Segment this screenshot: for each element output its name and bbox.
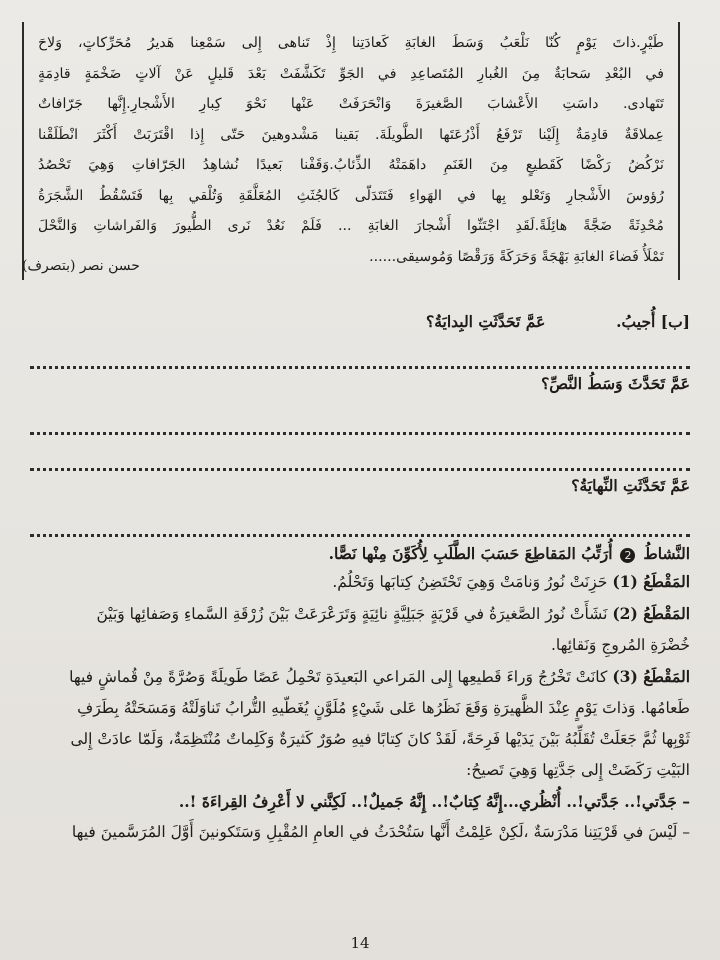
segment-1 — [20, 566, 690, 598]
passage-line: مُحْدِثَةً ضَجَّةً هائِلَةً.لَقَدِ اجْتَثّوا أَشْجارَ الغابَةِ ... فَلَمْ نَعُدْ نَرى الطُّيورَ وَالفَراشاتِ وَالنَّحْلَ — [38, 218, 664, 234]
answer-line-4[interactable] — [30, 534, 690, 537]
segment-text: حَزِنَتْ نُورُ وَنامَتْ وَهِيَ تَحْتَضِنُ كِتابَها وَتَحْلُمُ. — [332, 573, 608, 591]
answer-line-2[interactable] — [30, 432, 690, 435]
passage-line: في البُعْدِ سَحابَةٌ مِنَ الغُبارِ المُتَصاعِدِ في الجَوِّ تَكَشَّفَتْ بَعْدَ قَليلٍ عَنْ آلاتٍ ضَخْمَةٍ قادِمَةٍ — [38, 65, 664, 82]
segment-3-line-2: طَعامُها. وَذاتَ يَوْمٍ عِنْدَ الظَّهيرَةِ وَقَعَ نَظَرُها عَلى شَيْءٍ مُلَوَّنٍ يُغَطّيهِ التُّرابُ تَناوَلَتْهُ وَمَسَحَتْهُ بِطَرَفِ — [77, 699, 690, 717]
question-1-row — [426, 312, 690, 331]
answer-line-1[interactable] — [30, 366, 690, 369]
page-number: 14 — [350, 934, 370, 952]
segment-text: كانَتْ تَخْرُجُ وَراءَ قَطيعِها إِلى المَراعي البَعيدَةِ تَحْمِلُ عَصًا طَويلَةً وَصُرَّةً مِنْ قُماشٍ فيها — [69, 668, 608, 686]
section-label: [ب] أُجيبُ. — [616, 312, 690, 331]
segment-label: المَقْطَعُ (1) — [612, 572, 690, 591]
segment-3-line-3: ثَوْبِها ثُمَّ جَعَلَتْ تُقَلِّبُهُ بَيْنَ يَدَيْها فَرِحَةً، لَقَدْ كانَ كِتابًا فيهِ صُوَرٌ كَثيرَةٌ وَكَلِماتٌ مُنْتَظِمَةٌ، وَلَمّا عادَتْ إِلى — [70, 730, 690, 748]
passage-line: طَيْرٍ.ذاتَ يَوْمٍ كُنّا نَلْعَبُ وَسَطَ الغابَةِ كَعادَتِنا إِذْ تَناهى إِلى سَمْعِنا هَديرُ مُحَرِّكاتٍ، وَلاحَ — [38, 35, 664, 51]
passage-author: حسن نصر (بتصرف) — [22, 258, 140, 274]
passage-line: تَمْلَأُ فَضاءَ الغابَةِ بَهْجَةً وَحَرَكَةً وَرَقْصًا وَمُوسيقى...... — [369, 248, 664, 265]
segment-2 — [20, 598, 690, 630]
segment-label: المَقْطَعُ (2) — [612, 604, 690, 623]
segment-3 — [20, 661, 690, 693]
activity-label: النَّشاطُ — [643, 544, 690, 563]
segment-3-line-4: البَيْتِ رَكَضَتْ إِلى جَدَّتِها وَهِيَ تَصيحُ: — [466, 761, 690, 779]
passage-line: عِملاقَةٌ قادِمَةٌ إِلَيْنا تَرْفَعُ أَذْرُعَتَها الطَّويلَةَ. بَقينا مَشْدوهينَ حَتّى إِذا اقْتَرَبَتْ أَكْثَرَ انْطَلَقْنا — [38, 126, 664, 143]
question-1: عَمَّ تَحَدَّثَتِ البِدايَةُ؟ — [425, 312, 546, 331]
activity-text: أُرَتِّبُ المَقاطِعَ حَسَبَ الطَّلَبِ لِأُكَوِّنَ مِنْها نَصًّا. — [328, 544, 613, 563]
segment-2-line-2: خُضْرَةِ المُروجِ وَنَقائِها. — [550, 636, 690, 654]
activity-instruction — [30, 544, 690, 563]
segment-text: نَشَأَتْ نُورُ الصَّغيرَةُ في قَرْيَةٍ جَبَلِيَّةٍ نائِيَةٍ وَتَرَعْرَعَتْ بَيْنَ زُرْقَةِ السَّماءِ وَصَفائِها وَبَيْنَ — [96, 605, 608, 623]
question-3: عَمَّ تَحَدَّثَتِ النِّهايَةُ؟ — [571, 476, 690, 495]
activity-number-badge: 2 — [620, 548, 635, 563]
question-2: عَمَّ تَحَدَّثَ وَسَطُ النَّصِّ؟ — [541, 374, 690, 393]
passage-line: رُؤوسَ الأَشْجارِ وَتَعْلو بِها في الهَواءِ فَتَتَدَلّى كَالجُثَثِ المُعَلَّقَةِ وَتُلْقي بِها فَتَسْقُطُ الشَّجَرَةُ — [38, 187, 664, 204]
answer-line-3[interactable] — [30, 468, 690, 471]
dialogue-line-1: – جَدَّتي!.. جَدَّتي!.. أُنْظُري...إِنَّهُ كِتابٌ!.. إِنَّهُ جَميلٌ!.. لَكِنَّني لا أَعْرِفُ القِراءَةَ !.. — [178, 792, 690, 811]
passage-line: نَرْكُضُ رَكْضًا كَقَطيعٍ مِنَ الغَنَمِ داهَمَتْهُ الذِّئابُ.وَقَفْنا بَعيدًا نُشاهِدُ الجَرّافاتِ وَهِيَ تَحْصُدُ — [38, 157, 664, 173]
dialogue-line-2: – لَيْسَ في قَرْيَتِنا مَدْرَسَةٌ ،لَكِنْ عَلِمْتُ أَنَّها سَتُحْدَثُ في العامِ المُقْبِلِ وَسَتَكونينَ أَوَّلَ المُرَسَّمينَ فيها — [71, 823, 690, 841]
segment-label: المَقْطَعُ (3) — [612, 667, 690, 686]
passage-line: تَتَهادى. داسَتِ الأَعْشابَ الصَّغيرَةَ وَانْحَرَفَتْ عَنْها نَحْوَ كِبارِ الأَشْجارِ.إِنَّها جَرّافاتٌ — [38, 96, 664, 112]
reading-passage — [22, 22, 680, 280]
segments-block — [20, 566, 690, 848]
